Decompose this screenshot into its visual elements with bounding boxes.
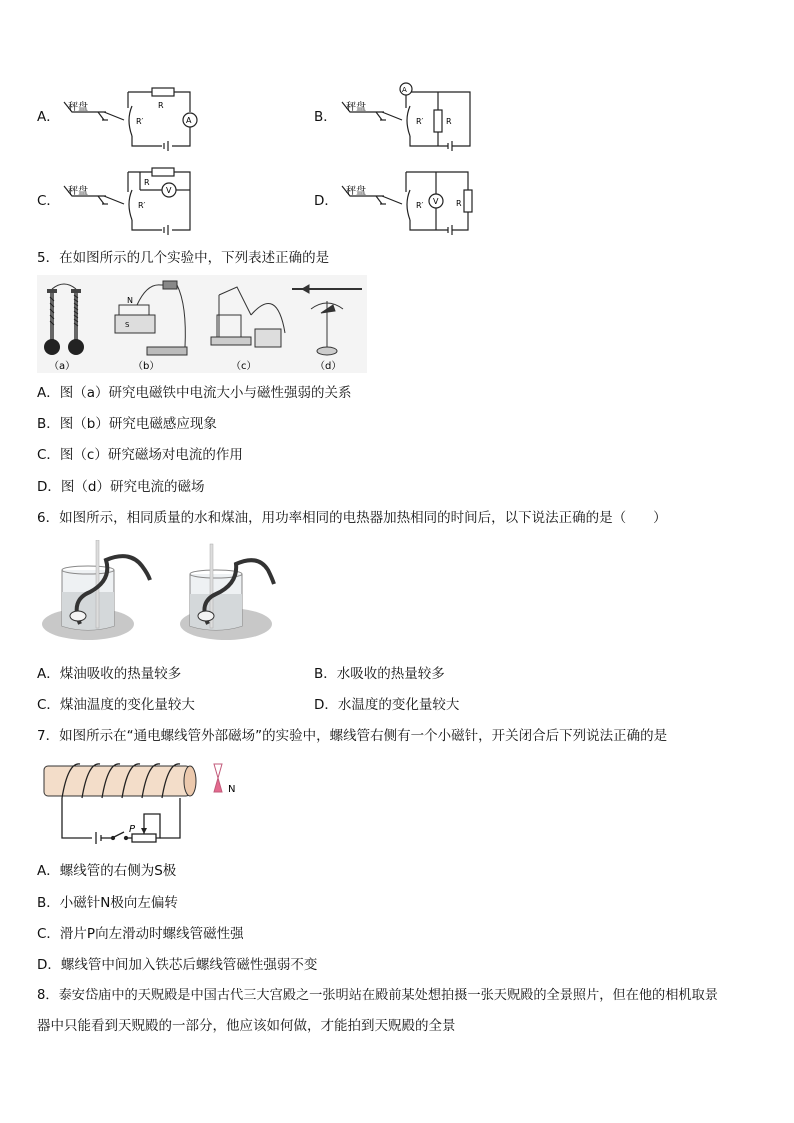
q5-fig-label-d: （d） <box>315 361 342 372</box>
q4-circuit-b <box>340 80 475 152</box>
q7-option-d: D．螺线管中间加入铁芯后螺线管磁性强弱不变 <box>37 957 318 973</box>
q7-fig-p-label: P <box>129 824 136 835</box>
q4-a-r-label: R <box>158 101 164 110</box>
q4-c-r-label: R <box>144 178 150 187</box>
q5-option-b: B．图（b）研究电磁感应现象 <box>37 416 217 432</box>
q5-option-a: A．图（a）研究电磁铁中电流大小与磁性强弱的关系 <box>37 385 352 401</box>
q4-circuit-a <box>62 80 212 152</box>
q5-fig-s-label: S <box>125 321 130 329</box>
q4-option-a-letter: A． <box>37 109 60 125</box>
q7-option-a: A．螺线管的右侧为S极 <box>37 863 177 879</box>
q5-option-c: C．图（c）研究磁场对电流的作用 <box>37 447 243 463</box>
q6-option-c: C．煤油温度的变化量较大 <box>37 697 195 713</box>
q6-option-d: D．水温度的变化量较大 <box>314 697 460 713</box>
q5-fig-label-b: （b） <box>133 361 160 372</box>
q4-option-b-letter: B． <box>314 109 337 125</box>
q4-a-rp-label: R′ <box>136 117 144 126</box>
q4-b-r-label: R <box>446 117 452 126</box>
q5-fig-label-a: （a） <box>49 361 76 372</box>
q5-figure <box>37 275 367 373</box>
q5-fig-label-c: （c） <box>231 361 257 372</box>
q4-d-tray-label: 秤盘 <box>346 186 366 197</box>
q4-b-rp-label: R′ <box>416 117 424 126</box>
q6-option-a: A．煤油吸收的热量较多 <box>37 666 182 682</box>
q5-stem: 5．在如图所示的几个实验中，下列表述正确的是 <box>37 250 330 266</box>
q4-b-tray-label: 秤盘 <box>346 102 366 113</box>
q8-stem-line2: 器中只能看到天贶殿的一部分，他应该如何做，才能拍到天贶殿的全景 <box>37 1018 456 1034</box>
q4-d-meter-label: V <box>433 197 439 206</box>
q5-fig-n-label: N <box>127 296 133 305</box>
q4-option-c-letter: C． <box>37 193 60 209</box>
q8-stem-line1: 8．泰安岱庙中的天贶殿是中国古代三大宫殿之一张明站在殿前某处想拍摄一张天贶殿的全景照片，但在他的相机取景 <box>37 988 718 1003</box>
q7-figure-solenoid <box>40 758 250 850</box>
q4-circuit-c <box>62 164 212 236</box>
q5-option-d: D．图（d）研究电流的磁场 <box>37 479 205 495</box>
q6-figure-beakers <box>40 540 280 646</box>
q4-c-tray-label: 秤盘 <box>68 186 88 197</box>
q7-option-b: B．小磁针N极向左偏转 <box>37 895 178 911</box>
q4-c-rp-label: R′ <box>138 201 146 210</box>
q6-stem: 6．如图所示，相同质量的水和煤油，用功率相同的电热器加热相同的时间后，以下说法正确的是（ ） <box>37 510 667 526</box>
q4-circuit-d <box>340 164 475 236</box>
q4-d-r-label: R <box>456 199 462 208</box>
q4-c-meter-label: V <box>166 186 172 195</box>
q4-option-d-letter: D． <box>314 193 338 209</box>
q7-stem: 7．如图所示在“通电螺线管外部磁场”的实验中，螺线管右侧有一个小磁针，开关闭合后下列说法正确的是 <box>37 728 668 744</box>
q7-fig-n-label: N <box>228 784 236 795</box>
q4-d-rp-label: R′ <box>416 201 424 210</box>
q7-option-c: C．滑片P向左滑动时螺线管磁性强 <box>37 926 244 942</box>
q6-option-b: B．水吸收的热量较多 <box>314 666 445 682</box>
q4-a-tray-label: 秤盘 <box>68 102 88 113</box>
q4-b-meter-label: A <box>402 86 407 94</box>
q4-a-meter-label: A <box>186 116 192 125</box>
